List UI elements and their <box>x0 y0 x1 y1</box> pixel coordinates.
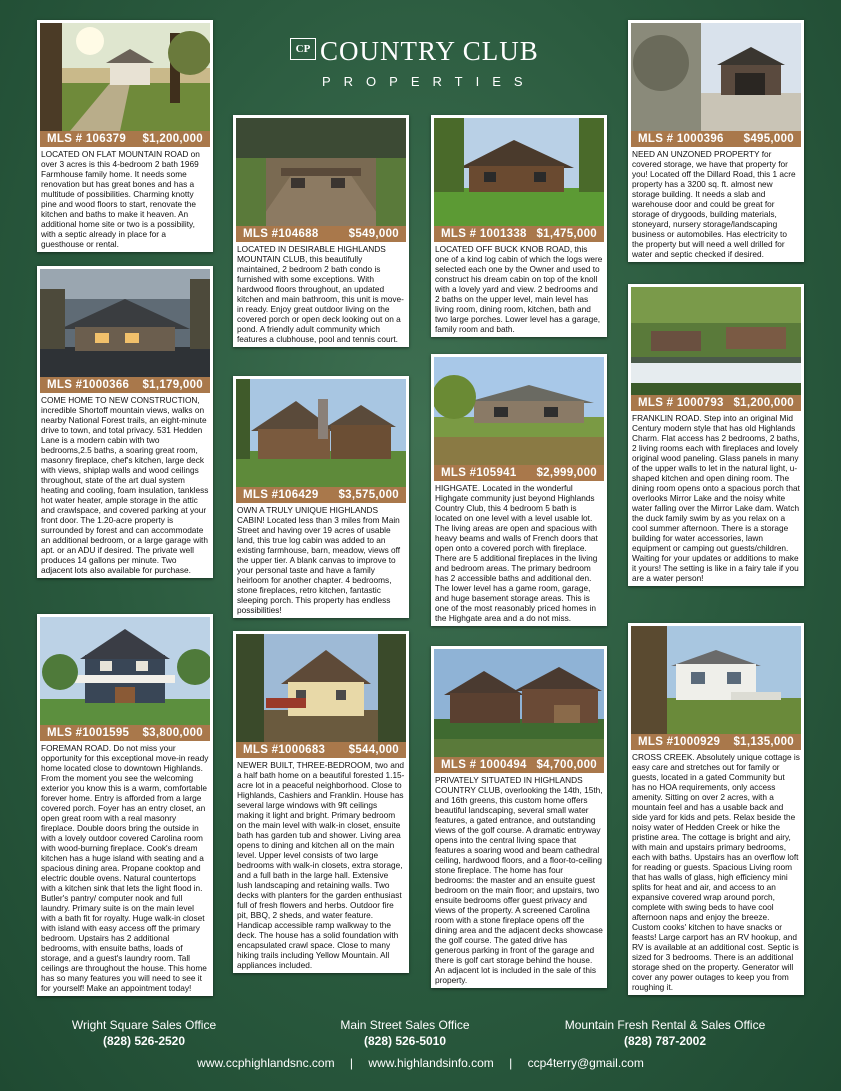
listing-description: FRANKLIN ROAD. Step into an original Mid Century modern style that has old Highlands Charm. Flat access has 2 bedrooms, 2 baths, 2 living rooms each with fireplaces and lovely original wood paneling. Glass panels in many of the upper walls to let in the natural light, u-shaped kitchen and open dining room. The dining room opens onto a spacious porch that overlooks Mirror Lake and the noisy white water falling over the Mirror Lake dam. Watch the duck family swim by as you relax on a cool summer afternoon. There is a storage building for water accessories, lawn equipment or camping out guests/children. Waiting for your updates or additions to make it yours! The setting is like in a fairy tale if you are a water person! <box>632 413 800 583</box>
listing-photo <box>631 287 801 395</box>
price-bar <box>236 742 406 758</box>
listing-photo <box>40 269 210 377</box>
office-phone[interactable]: (828) 526-2520 <box>102 1034 186 1048</box>
mls-number: MLS #1000366 <box>47 379 130 391</box>
listing-card[interactable] <box>628 20 804 262</box>
logo-name: COUNTRY CLUB <box>320 36 539 66</box>
separator: | <box>349 1056 354 1070</box>
price-bar <box>40 377 210 393</box>
mls-number: MLS #104688 <box>243 228 319 240</box>
office-wright-square <box>24 1018 264 1048</box>
listing-description: PRIVATELY SITUATED IN HIGHLANDS COUNTRY CLUB, overlooking the 14th, 15th, and 16th greens, this custom home offers beautiful landscaping, several small water features, a gated entrance, and outstanding views of the golf course. A dramatic entryway opens into the central living space that features a soaring wood and beam cathedral ceiling, hardwood floors, and a floor-to-ceiling stone fireplace. The home has four bedrooms: the master and an ensuite guest bedroom on the main floor; and upstairs, two ensuite bedrooms offer guest privacy and views of the property. A screened Carolina room with a stone fireplace opens off the dining area and the adjacent decks showcase the golf course. The gated drive has generous parking in front of the garage and there is golf cart storage behind the house. An adjacent lot is included in the sale of this property. <box>435 775 603 985</box>
mls-number: MLS #105941 <box>441 467 517 479</box>
email-link[interactable]: ccp4terry@gmail.com <box>527 1056 644 1070</box>
mls-number: MLS # 1000396 <box>638 133 724 145</box>
listing-card[interactable] <box>37 614 213 996</box>
mls-number: MLS #1000683 <box>243 744 326 756</box>
price-bar <box>236 226 406 242</box>
listing-description: HIGHGATE. Located in the wonderful Highgate community just beyond Highlands Country Club, this 4 bedroom 5 bath is located on one level with a level usable lot. The living areas are open and spacious with heavy beams and walls of French doors that open onto a covered porch with fireplace. There are 5 additional fireplaces in the living and bedroom areas. The primary bedroom has 2 accessible baths and additional den. The lower level has a game room, garage, and huge basement storage areas. This is one of the most reasonably priced homes in the Highgate area and a do not miss. <box>435 483 598 623</box>
price-bar <box>434 757 604 773</box>
price-bar <box>236 487 406 503</box>
mls-number: MLS # 1000793 <box>638 397 724 409</box>
listing-photo <box>40 617 210 725</box>
separator: | <box>509 1056 513 1070</box>
price-bar <box>40 131 210 147</box>
listing-card[interactable] <box>233 115 409 347</box>
listing-description: LOCATED OFF BUCK KNOB ROAD, this one of a kind log cabin of which the logs were selected each one by the Owner and used to construct his dream cabin on top of the knoll with a lovely yard and view. 2 bedrooms and 2 baths on the upper level, main level has living room, dining room, kitchen, bath and two large porches. Lower level has a garage, family room and bath. <box>435 244 603 334</box>
listing-price: $2,999,000 <box>536 467 597 479</box>
listing-description: NEED AN UNZONED PROPERTY for covered storage, we have that property for you! Located off the Dillard Road, this 1 acre property has a 3200 sq. ft. almost new storage building. It needs a slab and warehouse door and could be great for storage of drygoods, building materials, stoneyard, nursery storage/landscaping business or automobiles. Has electricity to the property but will need a well drilled for water and septic checked if desired. <box>632 149 796 259</box>
price-bar <box>631 395 801 411</box>
listing-photo <box>236 379 406 487</box>
listing-photo <box>40 23 210 131</box>
listing-card[interactable] <box>431 646 607 988</box>
listing-card[interactable] <box>233 631 409 973</box>
office-mountain-fresh <box>545 1018 785 1048</box>
listing-card[interactable] <box>628 623 804 995</box>
office-main-street <box>285 1018 525 1048</box>
listing-price: $549,000 <box>348 228 399 240</box>
listing-description: OWN A TRULY UNIQUE HIGHLANDS CABIN! Located less than 3 miles from Main Street and having over 19 acres of usable land, this true log cabin was added to an existing farmhouse, barn, meadow, views off the upper tier. A blank canvas to improve to your personal taste and have a family heirloom for another chapter. 4 bedrooms, stone fireplaces, retro kitchen, fantastic sleeping porch. This property has endless possibilities! <box>237 505 401 615</box>
listing-description: LOCATED ON FLAT MOUNTAIN ROAD on over 3 acres is this 4-bedroom 2 bath 1969 Farmhouse family home. It needs some renovation but has great bones and has a multitude of possibilities. Charming knotty pine and wood floors to start, renovate the kitchen and baths to make it heaven. An additional home site or two is a possibility, with a septic already in place for a guesthouse or rental. <box>41 149 200 249</box>
logo-subtitle: PROPERTIES <box>322 74 536 89</box>
listing-photo <box>631 626 801 734</box>
listing-description: CROSS CREEK. Absolutely unique cottage is easy care and stretches out for family or guests, located in a gated Community but has no HOA requirements, only access amenity. Sitting on over 2 acres, with a mountain feel and has a usable back and side yard for kids and pets. Relax beside the noisy water of Hedden Creek or hike the pristine area. The cottage is bright and airy, with main and upstairs primary bedrooms, each with baths. Upstairs has an overflow loft for reading or guests. Spacious Living room that has walls of glass, high efficiency mini splits for heat and air, and access to an expansive covered wrap around porch, complete with swing beds to have cool afternoon naps and enjoy the breeze. Custom cooks' kitchen to have snacks or feasts! Large carport has an RV hookup, and RV is available at an additional cost. Septic is sized for 3 bedrooms. There is an additional storage shed on the property. Generator will cover any power outages to keep you from roughing it. <box>632 752 800 992</box>
logo-mark: CP <box>290 38 316 60</box>
listing-price: $3,575,000 <box>338 489 399 501</box>
mls-number: MLS # 1000494 <box>441 759 527 771</box>
listing-description: NEWER BUILT, THREE-BEDROOM, two and a half bath home on a beautiful forested 1.15-acre lot in a peaceful neighborhood. Close to Highlands, Cashiers and Franklin. House has several large windows with 9ft ceilings making it light and bright. Primary bedroom on the main level with walk-in closet, ensuite bath has garden tub and shower. Living area opens to dining and kitchen all on the main level. Upper level consists of two large bedrooms with walk-in closets, extra storage, and a full bath in the large hall. Extensive lush landscaping and retaining walls. Two decks with planters for the garden enthusiast full of fresh flowers and herbs. Outdoor fire pit, BBQ, 2 sheds, and water feature. Handicap accessible ramp walkway to the deck. The house has a solid foundation with encapsulated crawl space. Close to many hiking trails including Yellow Mountain. All appliances included. <box>237 760 405 970</box>
mls-number: MLS #1000929 <box>638 736 721 748</box>
listing-card[interactable] <box>431 354 607 626</box>
listing-price: $1,200,000 <box>733 397 794 409</box>
listing-description: LOCATED IN DESIRABLE HIGHLANDS MOUNTAIN CLUB, this beautifully maintained, 2 bedroom 2 bath condo is furnished with some exceptions. With hardwood floors throughout, an updated kitchen and main bathroom, this unit is move-in ready. Enjoy great outdoor living on the covered porch or open deck looking out on a pond. A friendly adult community which features a clubhouse, pool and tennis court. <box>237 244 404 344</box>
footer-links <box>0 1056 841 1070</box>
mls-number: MLS # 1001338 <box>441 228 527 240</box>
listing-photo <box>631 23 801 131</box>
listing-description: FOREMAN ROAD. Do not miss your opportunity for this exceptional move-in ready home located close to downtown Highlands. From the moment you see the welcoming exterior you know this is a warm, comfortable forever home. Entry is afforded from a large covered porch. Foyer has an entry closet, an open great room with a real masonry fireplace. Double doors bring the outside in with a lovely outdoor covered Carolina room with wood-burning fireplace. Cook's dream kitchen has a huge island with seating and a spacious dining area. Propane cooktop and electric double ovens. Natural countertops with a kitchen sink that lets the light flood in. Butler's pantry/ computer nook and full laundry. Primary suite is on the main level with a bath fit for royalty. Huge walk-in closet with island with easy access off the primary bedroom. Upstairs has 2 additional bedrooms, with ensuite baths, loads of storage, and a guest's laundry room. Tall ceilings are throughout the house. This home has so many features you will need to see it for yourself! Make an appointment today! <box>41 743 209 993</box>
mls-number: MLS #106429 <box>243 489 319 501</box>
listing-description: COME HOME TO NEW CONSTRUCTION, incredible Shortoff mountain views, walks on nearby National Forest trails, an eight-minute drive to town, and total privacy. 531 Hedden Lane is a modern cabin with two bedrooms,2.5 baths, a soaring great room, masonry fireplace, chef's kitchen, large deck with views, shiplap walls and wood ceilings throughout, state of the art dual system heating and cooling, foam insulation, tankless hot water heater, ample storage in the attic and crawlspace, and covered parking at your front door. The 1.20-acre property is surrounded by forest and can accommodate an additional bedroom, or a large garage with apt. or an ADU if desired. The private well produces 14 gallons per minute. Two adjacent lots also available for purchase. <box>41 395 209 575</box>
listing-card[interactable] <box>628 284 804 586</box>
listing-photo <box>236 634 406 742</box>
price-bar <box>434 465 604 481</box>
listing-photo <box>236 118 406 226</box>
listing-price: $4,700,000 <box>536 759 597 771</box>
mls-number: MLS #1001595 <box>47 727 130 739</box>
listing-card[interactable] <box>37 20 213 252</box>
website-link[interactable]: www.ccphighlandsnc.com <box>197 1056 335 1070</box>
listing-price: $544,000 <box>348 744 399 756</box>
listing-card[interactable] <box>233 376 409 618</box>
listing-price: $1,179,000 <box>142 379 203 391</box>
listing-photo <box>434 357 604 465</box>
price-bar <box>40 725 210 741</box>
listing-price: $1,200,000 <box>142 133 203 145</box>
mls-number: MLS # 106379 <box>47 133 127 145</box>
listing-price: $1,475,000 <box>536 228 597 240</box>
price-bar <box>631 734 801 750</box>
listing-photo <box>434 118 604 226</box>
listing-card[interactable] <box>431 115 607 337</box>
company-logo <box>290 36 550 96</box>
listing-price: $1,135,000 <box>733 736 794 748</box>
office-name: Wright Square Sales Office <box>71 1018 217 1032</box>
price-bar <box>434 226 604 242</box>
office-name: Mountain Fresh Rental & Sales Office <box>564 1018 766 1032</box>
listing-price: $495,000 <box>743 133 794 145</box>
website-link[interactable]: www.highlandsinfo.com <box>368 1056 494 1070</box>
price-bar <box>631 131 801 147</box>
office-name: Main Street Sales Office <box>340 1018 470 1032</box>
office-phone[interactable]: (828) 526-5010 <box>363 1034 447 1048</box>
office-phone[interactable]: (828) 787-2002 <box>623 1034 707 1048</box>
listing-photo <box>434 649 604 757</box>
listing-price: $3,800,000 <box>142 727 203 739</box>
listing-card[interactable] <box>37 266 213 578</box>
